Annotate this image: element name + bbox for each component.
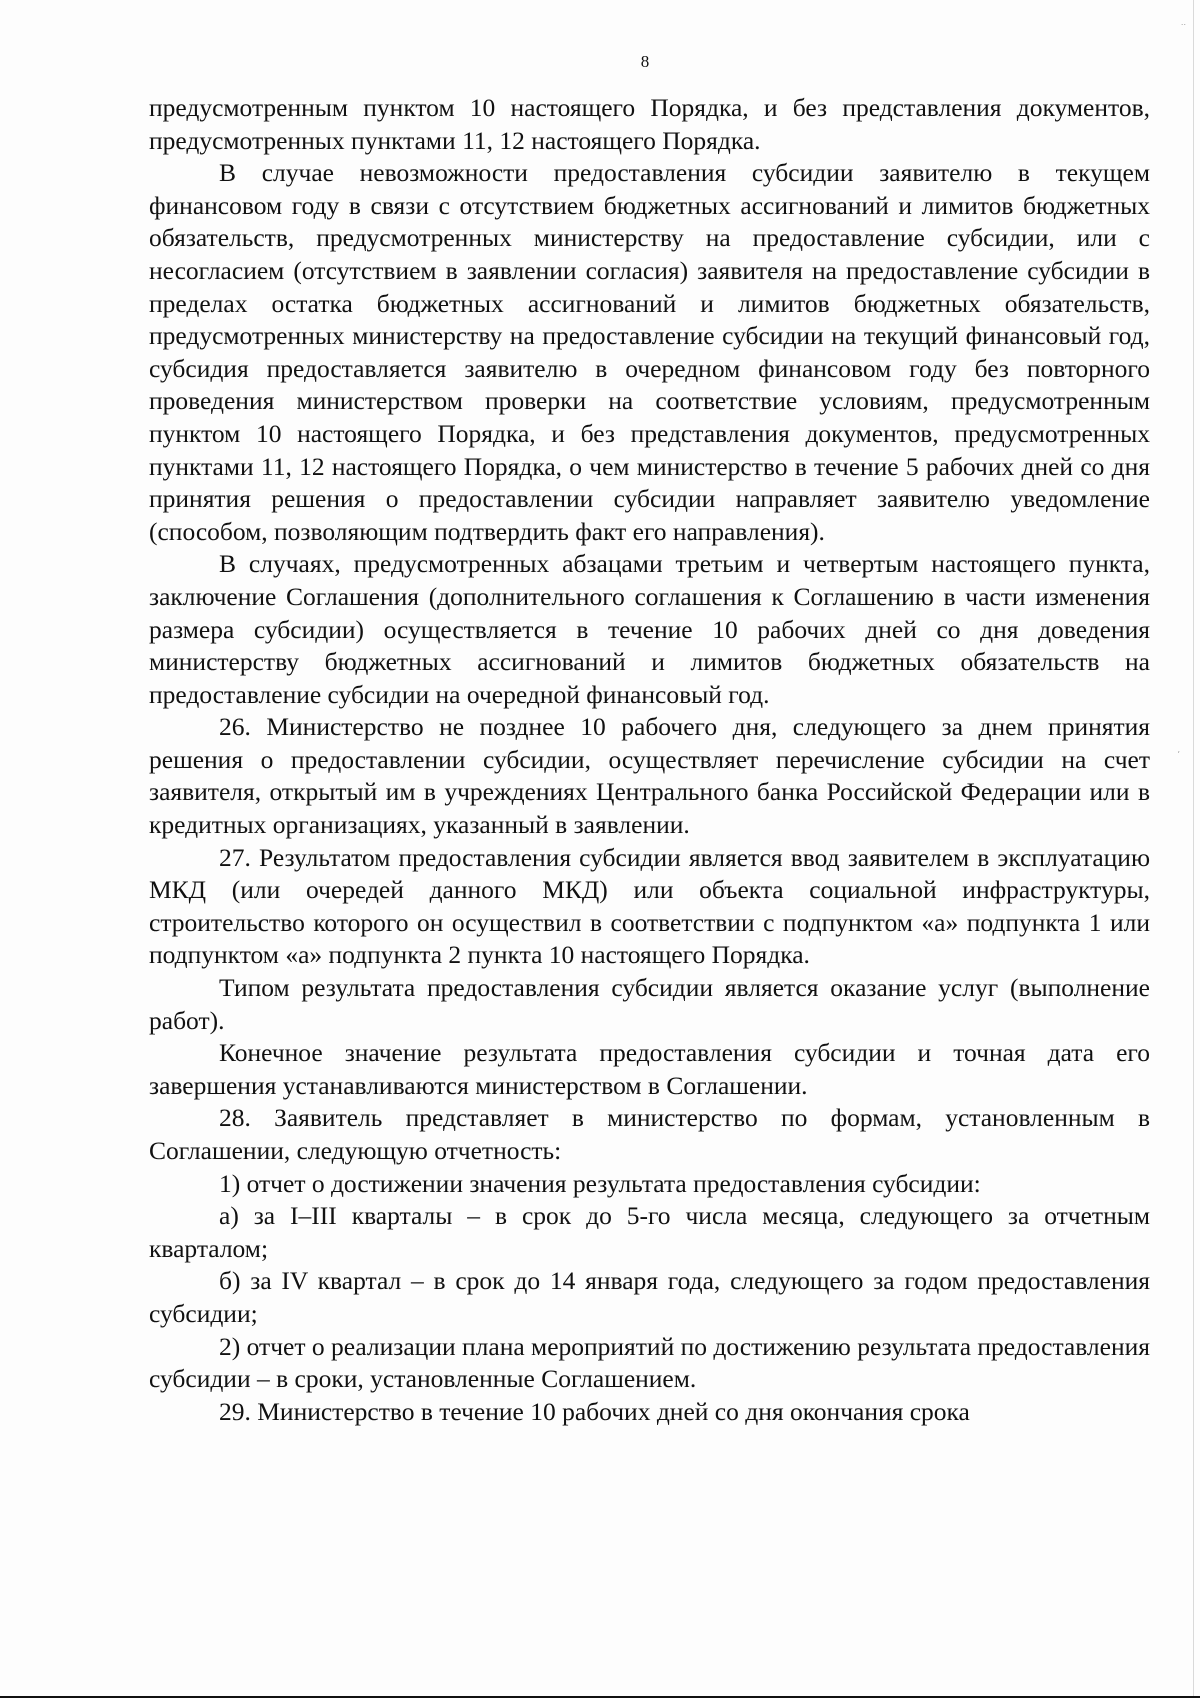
paragraph-report-2: 2) отчет о реализации плана мероприятий по достижению результата предоставления субсидии – в сроки, установленные Соглашением. bbox=[149, 1331, 1150, 1394]
paragraph-agreement-conclusion: В случаях, предусмотренных абзацами третьим и четвертым настоящего пункта, заключение Соглашения (дополнительного соглашения к Соглашению в части изменения размера субсидии) осуществляется в течение 10 рабочих дней со дня доведения министерству бюджетных ассигнований и лимитов бюджетных обязательств на предоставление субсидии на очередной финансовый год. bbox=[149, 549, 1150, 709]
paragraph-item-28: 28. Заявитель представляет в министерство по формам, установленным в Соглашении, следующую отчетность: bbox=[149, 1103, 1150, 1165]
scan-edge-right bbox=[1193, 0, 1194, 1698]
paragraph-result-type: Типом результата предоставления субсидии является оказание услуг (выполнение работ). bbox=[149, 973, 1150, 1035]
document-body bbox=[149, 92, 1150, 1428]
paragraph-report-1a: а) за I–III кварталы – в срок до 5-го числа месяца, следующего за отчетным кварталом; bbox=[149, 1201, 1150, 1263]
paragraph-report-1b: б) за IV квартал – в срок до 14 января года, следующего за годом предоставления субсидии; bbox=[149, 1266, 1150, 1328]
paragraph-item-29: 29. Министерство в течение 10 рабочих дней со дня окончания срока bbox=[219, 1396, 970, 1426]
scan-margin-mark: , bbox=[1177, 745, 1180, 754]
scan-corner-mark: .. bbox=[1180, 18, 1186, 27]
paragraph-final-value: Конечное значение результата предоставления субсидии и точная дата его завершения устанавливаются министерством в Соглашении. bbox=[149, 1038, 1150, 1100]
paragraph-continuation: предусмотренным пунктом 10 настоящего Порядка, и без представления документов, предусмотренных пунктами 11, 12 настоящего Порядка. bbox=[149, 93, 1150, 155]
paragraph-no-budget-case: В случае невозможности предоставления субсидии заявителю в текущем финансовом году в связи с отсутствием бюджетных ассигнований и лимитов бюджетных обязательств, предусмотренных министерству на предоставление субсидии, или с несогласием (отсутствием в заявлении согласия) заявителя на предоставление субсидии в пределах остатка бюджетных ассигнований и лимитов бюджетных обязательств, предусмотренных министерству на предоставление субсидии на текущий финансовый год, субсидия предоставляется заявителю в очередном финансовом году без повторного проведения министерством проверки на соответствие условиям, предусмотренным пунктом 10 настоящего Порядка, и без представления документов, предусмотренных пунктами 11, 12 настоящего Порядка, о чем министерство в течение 5 рабочих дней со дня принятия решения о предоставлении субсидии направляет заявителю уведомление (способом, позволяющим подтвердить факт его направления). bbox=[149, 158, 1150, 546]
paragraph-item-26: 26. Министерство не позднее 10 рабочего дня, следующего за днем принятия решения о предоставлении субсидии, осуществляет перечисление субсидии на счет заявителя, открытый им в учреждениях Центрального банка Российской Федерации или в кредитных организациях, указанный в заявлении. bbox=[149, 712, 1150, 840]
paragraph-report-1: 1) отчет о достижении значения результата предоставления субсидии: bbox=[219, 1168, 981, 1198]
page-number: 8 bbox=[640, 52, 650, 71]
paragraph-item-27: 27. Результатом предоставления субсидии является ввод заявителем в эксплуатацию МКД (или очередей данного МКД) или объекта социальной инфраструктуры, строительство которого он осуществил в соответствии с подпунктом «а» подпункта 1 или подпунктом «а» подпункта 2 пункта 10 настоящего Порядка. bbox=[149, 842, 1150, 970]
